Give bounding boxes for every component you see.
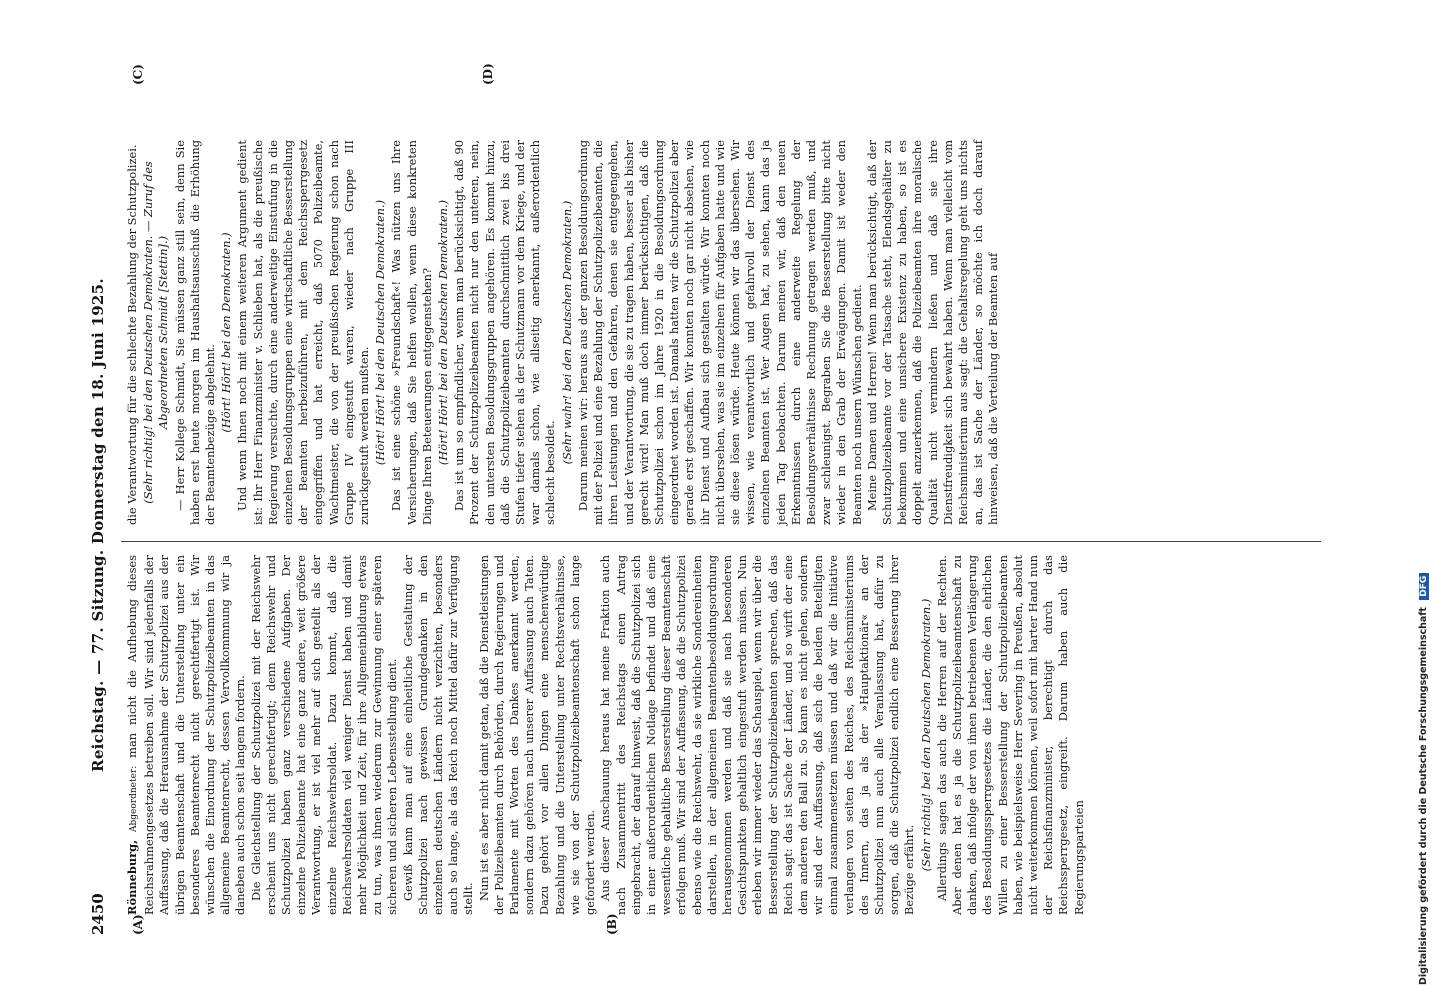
funding-credit-text: Digitalisierung gefördert durch die Deutsche Forschungsgemeinschaft <box>1418 607 1429 985</box>
page-number: 2450 <box>89 893 107 935</box>
dfg-logo: DFG <box>1419 573 1429 600</box>
right-column <box>125 140 1002 525</box>
interjection-note: (Sehr richtig! bei den Deutschen Demokraten.) <box>918 598 933 872</box>
page-header <box>85 70 115 935</box>
interjection-note: (Hört! Hört! bei den Deutschen Demokraten.) <box>373 199 388 466</box>
speaker-role: Abgeordneter: <box>129 765 139 832</box>
paragraph: — Herr Kollege Schmidt, Sie müssen ganz still sein, denn Sie haben erst heute morgen im Haushaltsausschuß die Erhöhung der Beamtenbezüge abgelehnt. <box>172 140 218 525</box>
margin-mark-b: (B) <box>605 913 619 935</box>
paragraph: Meine Damen und Herren! Wenn man berücksichtigt, daß der Schutzpolizeibeamte vor der Tatsache steht, Elendsgehälter zu bekommen und eine unsichere Existenz zu haben, so ist es doppelt anzuerkennen, daß die Polizeibeamten ihre moralische Qualität nicht vermindern ließen und daß sie ihre Dienstfreudigkeit sich bewahrt haben. Wenn man vielleicht vom Reichsministerium aus sagt: die Gehaltsregelung geht uns nichts an, das ist Sache der Länder, so möchte ich doch darauf hinweisen, daß die Verteilung der Beamten auf <box>864 140 1001 525</box>
paragraph: Die Gleichstellung der Schutzpolizei mit der Reichswehr erscheint uns nicht gerechtfertigt; denn Reichswehr und Schutzpolizei haben ganz verschiedene Aufgaben. Der einzelne Polizeibeamte hat eine ganz andere, weit größere Verantwortung, er ist viel mehr auf sich gestellt als der einzelne Reichswehrsoldat. Dazu kommt, daß die Reichswehrsoldaten viel weniger Dienst haben und damit mehr Möglichkeit und Zeit, für ihre Allgemeinbildung etwas zu tun, was ihnen wiederum zur Gewinnung einer späteren sicheren und sicheren Lebensstellung dient. <box>248 555 400 915</box>
left-column <box>125 555 1087 915</box>
margin-mark-a: (A) <box>131 914 145 935</box>
paragraph-text: man nicht die Aufhebung dieses Reichsrahmengesetzes betreiben soll. Wir sind jedenfalls der Auffassung, daß die Herausnahme der Schutzpolizei aus der übrigen Beamtenschaft und die Unterstellung unter ein besonderes Beamtenrecht nicht gerechtfertigt ist. Wir wünschen die Einordnung der Schutzpolizeibeamten in das allgemeine Beamtenrecht, dessen Vervollkommnung wir ja daneben auch schon seit langem fordern. <box>125 555 248 915</box>
margin-mark-c: (C) <box>131 64 145 85</box>
paragraph: Und wenn Ihnen noch mit einem weiteren Argument gedient ist: Ihr Herr Finanzminister v. Schlieben hat, als die preußische Regierung versuchte, durch eine anderweitige Einstufung in die einzelnen Besoldungsgruppen eine wirtschaftliche Besserstellung der Beamten herbeizuführen, mit dem Reichssperrgesetz eingegriffen und hat erreicht, daß 5070 Polizeibeamte, Wachtmeister, die von der preußischen Regierung schon nach Gruppe IV eingestuft waren, wieder nach Gruppe III zurückgestuft werden mußten. <box>235 140 372 525</box>
paragraph: Darum meinen wir: heraus aus der ganzen Besoldungsordnung mit der Polizei und eine Bezahlung der Schutzpolizeibeamten, die ihren Leistungen und den Gefahren, denen sie entgegengehen, und der Verantwortung, die sie zu tragen haben, besser als bisher gerecht wird! Man muß doch immer berücksichtigen, daß die Schutzpolizei schon im Jahre 1920 in die Besoldungsordnung eingeordnet worden ist. Damals hatten wir die Schutzpolizei aber gerade erst geschaffen. Wir konnten noch gar nicht absehen, wie ihr Dienst und Aufbau sich gestalten würde. Wir konnten noch nicht übersehen, was sie im einzelnen für Aufgaben hatte und wie sie diese lösen würde. Heute können wir das übersehen. Wir wissen, wie verantwortlich und gefahrvoll der Dienst des einzelnen Beamten ist. Wer Augen hat, zu sehen, kann das ja jeden Tag beobachten. Darum meinen wir, daß den neuen Erkenntnissen durch eine anderweite Regelung der Besoldungsverhältnisse Rechnung getragen werden muß, und zwar schleunigst. Begraben Sie die Besserstellung bitte nicht wieder in den Grab der Erwägungen. Damit ist weder den Beamten noch unsern Wünschen gedient. <box>575 140 864 525</box>
margin-mark-d: (D) <box>481 63 495 85</box>
paragraph: Das ist um so empfindlicher, wenn man berücksichtigt, daß 90 Prozent der Schutzpolizeibeamten nicht nur den unteren, nein, den untersten Besoldungsgruppen angehören. Es kommt hinzu, daß die Schutzpolizeibeamten durchschnittlich zwei bis drei Stufen tiefer stehen als der Schutzmann vor dem Kriege, und der war damals schon, wie allseitig anerkannt, außerordentlich schlecht besoldet. <box>452 140 558 525</box>
interjection-note: (Sehr wahr! bei den Deutschen Demokraten.) <box>559 200 574 465</box>
paragraph: Das ist eine schöne »Freundschaft«! Was nützen uns Ihre Versicherungen, daß Sie helfen wollen, wenn diese konkreten Dinge Ihren Beteuerungen entgegenstehen? <box>389 140 434 525</box>
interjection-note: (Sehr richtig! bei den Deutschen Demokraten. — Zuruf des Abgeordneten Schmidt [Stettin].) <box>141 161 171 504</box>
rotated-document <box>85 63 1325 935</box>
column-divider <box>121 541 1321 542</box>
paragraph: die Verantwortung für die schlechte Bezahlung der Schutzpolizei. <box>125 144 139 525</box>
interjection-note: (Hört! Hört! bei den Demokraten.) <box>219 232 234 433</box>
interjection-note: (Hört! Hört! bei den Deutschen Demokraten.) <box>436 199 451 466</box>
paragraph: Gewiß kann man auf eine einheitliche Gestaltung der Schutzpolizei nach gewissen Grundgedanken in den einzelnen deutschen Ländern nicht verzichten, besonders auch so lange, als das Reich noch Mittel dafür zur Verfügung stellt. <box>400 555 476 915</box>
speaker-paragraph <box>125 555 249 915</box>
funding-credit <box>1418 5 1432 985</box>
running-title: Reichstag. — 77. Sitzung. Donnerstag den 18. Juni 1925. <box>89 278 107 772</box>
paragraph: Aus dieser Anschauung heraus hat meine Fraktion auch nach Zusammentritt des Reichstags einen Antrag eingebracht, der darauf hinweist, daß die Schutzpolizei sich in einer außerordentlichen Notlage befindet und daß eine wesentliche gehaltliche Besserstellung dieser Beamtenschaft erfolgen muß. Wir sind der Auffassung, daß die Schutzpolizei ebenso wie die Reichswehr, da sie wirkliche Sondereinheiten darstellen, in der allgemeinen Beamtenbesoldungsordnung herausgenommen werden und daß sie nach besonderen Gesichtspunkten gehaltlich eingestuft werden müssen. Nun erleben wir immer wieder das Schauspiel, wenn wir über die Besserstellung der Schutzpolizeibeamten sprechen, daß das Reich sagt: das ist Sache der Länder, und so wirft der eine dem anderen den Ball zu. So kann es nicht gehen, sondern wir sind der Auffassung, daß sich die beiden Beteiligten einmal zusammensetzen müssen und daß wir die Initiative verlangen von seiten des Reiches, des Reichsministeriums des Innern, das ja als der »Hauptaktionär« an der Schutzpolizei nun auch alle Veranlassung hat, dafür zu sorgen, daß die Schutzpolizei endlich eine Besserung ihrer Bezüge erfährt. <box>598 555 917 915</box>
speaker-name: Rönneburg, <box>125 839 139 915</box>
paragraph: Nun ist es aber nicht damit getan, daß die Dienstleistungen der Polizeibeamten durch Behörden, durch Regierungen und Parlamente mit Worten des Dankes anerkannt werden, sondern dazu gehören nach unserer Auffassung auch Taten. Dazu gehört vor allen Dingen eine menschenwürdige Bezahlung und die Unterstellung unter Rechtsverhältnisse, wie sie von der Schutzpolizeibeamtenschaft schon lange gefordert werden. <box>476 554 598 915</box>
paragraph: Allerdings sagen das auch die Herren auf der Rechten. Aber denen hat es ja die Schutzpolizeibeamtenschaft zu danken, daß infolge der von ihnen betriebenen Verlängerung des Besoldungssperrgesetzes die Länder, die den ehrlichen Willen zu einer Besserstellung der Schutzpolizeibeamten haben, wie beispielsweise Herr Severing in Preußen, absolut nicht weiterkommen können, weil sofort mit harter Hand nun der Reichsfinanzminister, berechtigt durch das Reichssperrgesetz, eingreift. Darum haben auch die Regierungsparteien <box>934 555 1086 915</box>
